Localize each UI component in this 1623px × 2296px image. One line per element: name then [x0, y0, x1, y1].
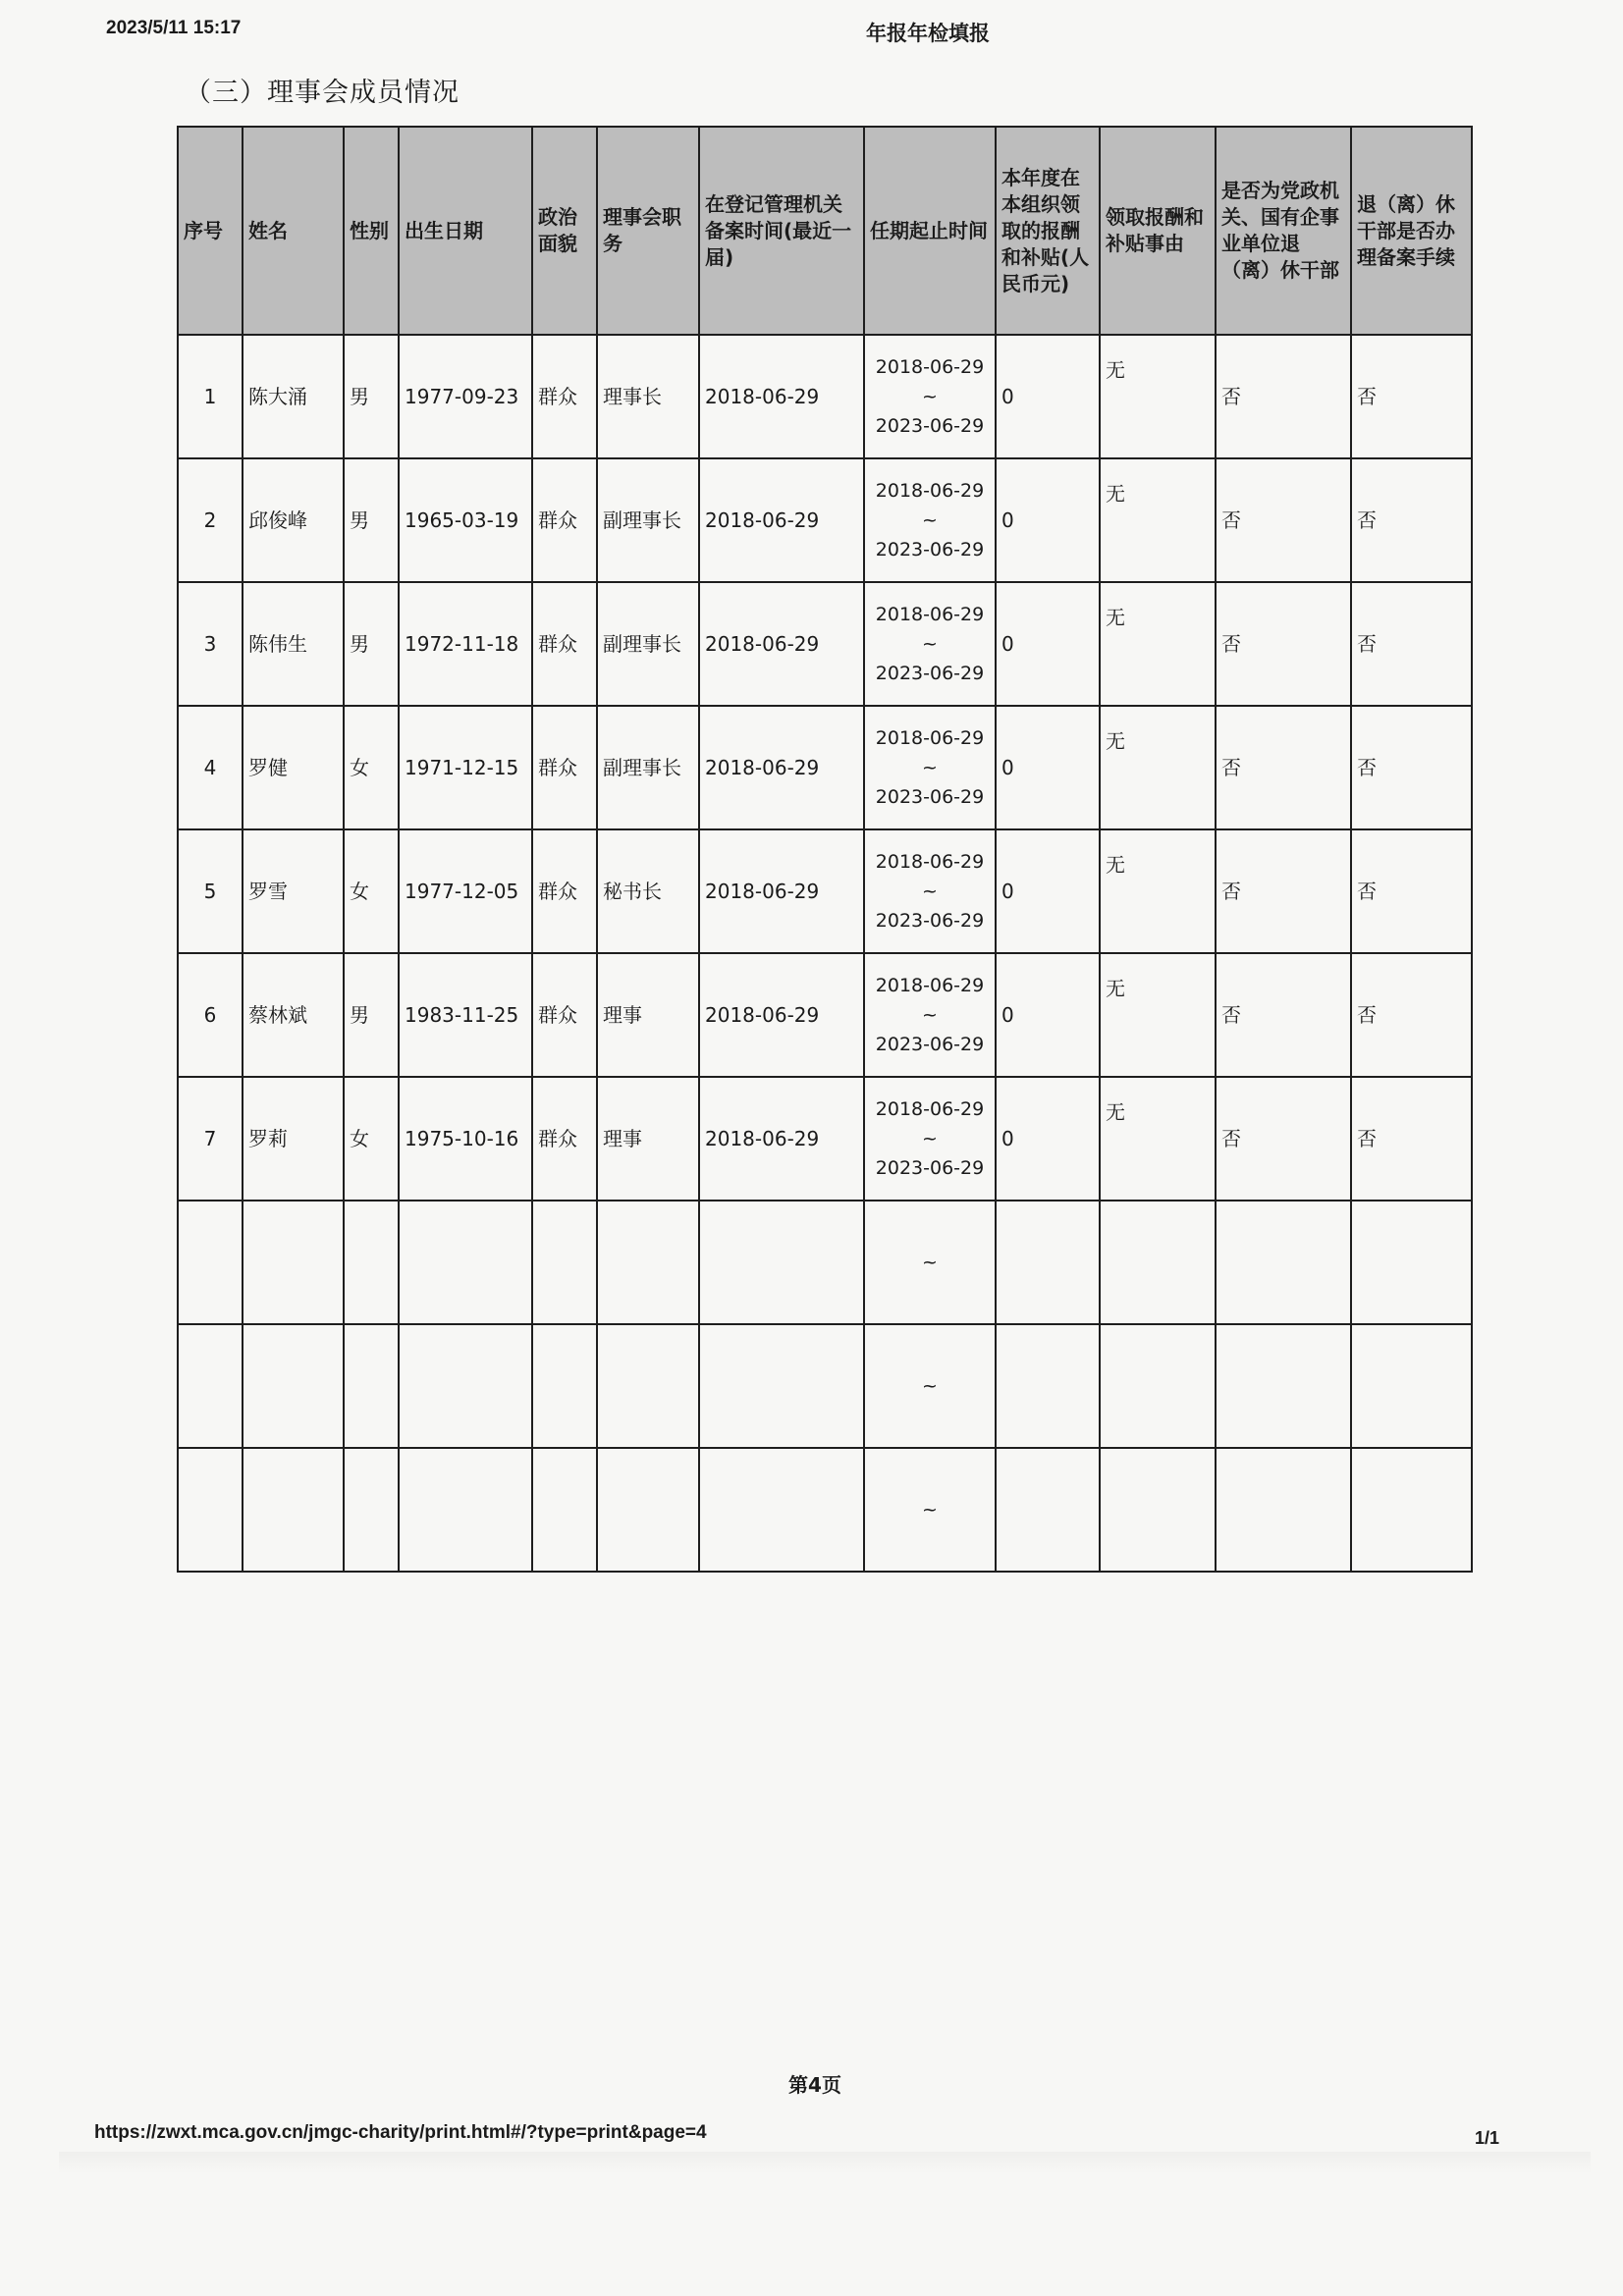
cell-name: 罗雪	[243, 829, 344, 953]
cell-term	[864, 335, 996, 458]
cell-birth-date: 1977-12-05	[399, 829, 532, 953]
term-end: 2023-06-29	[875, 786, 985, 808]
page-url: https://zwxt.mca.gov.cn/jmgc-charity/print.html#/?type=print&page=4	[94, 2122, 707, 2143]
cell-birth-date: 1971-12-15	[399, 706, 532, 829]
scan-shadow	[59, 2152, 1591, 2173]
cell-filing-date: 2018-06-29	[699, 335, 864, 458]
cell-term	[864, 953, 996, 1077]
cell-seq: 6	[178, 953, 243, 1077]
cell-gender	[344, 1201, 399, 1324]
cell-political-status	[532, 1324, 597, 1448]
cell-name	[243, 1201, 344, 1324]
cell-remuneration-reason	[1100, 1448, 1216, 1572]
document-title: 年报年检填报	[866, 22, 990, 45]
header-cell: 序号	[178, 127, 243, 335]
cell-remuneration-reason: 无	[1100, 706, 1216, 829]
cell-board-position: 秘书长	[597, 829, 699, 953]
cell-political-status: 群众	[532, 706, 597, 829]
cell-retired-cadre: 否	[1216, 706, 1351, 829]
cell-seq: 5	[178, 829, 243, 953]
table-header-row	[178, 127, 1472, 335]
cell-retired-filed	[1351, 1448, 1472, 1572]
cell-retired-filed: 否	[1351, 829, 1472, 953]
cell-remuneration: 0	[996, 335, 1100, 458]
cell-remuneration-reason: 无	[1100, 335, 1216, 458]
table-row	[178, 582, 1472, 706]
cell-political-status: 群众	[532, 829, 597, 953]
table-row	[178, 335, 1472, 458]
header-cell: 政治面貌	[532, 127, 597, 335]
cell-term	[864, 1448, 996, 1572]
table-row	[178, 1324, 1472, 1448]
cell-term	[864, 582, 996, 706]
cell-remuneration-reason: 无	[1100, 1077, 1216, 1201]
cell-remuneration-reason	[1100, 1324, 1216, 1448]
cell-political-status: 群众	[532, 582, 597, 706]
cell-remuneration-reason: 无	[1100, 582, 1216, 706]
cell-seq: 7	[178, 1077, 243, 1201]
table-row	[178, 953, 1472, 1077]
cell-gender: 女	[344, 706, 399, 829]
cell-retired-cadre: 否	[1216, 953, 1351, 1077]
page-count: 1/1	[1475, 2128, 1500, 2148]
header-cell: 领取报酬和补贴事由	[1100, 127, 1216, 335]
cell-seq	[178, 1201, 243, 1324]
cell-board-position	[597, 1201, 699, 1324]
header-cell: 性别	[344, 127, 399, 335]
cell-seq	[178, 1324, 243, 1448]
table-body	[178, 335, 1472, 1572]
cell-remuneration: 0	[996, 458, 1100, 582]
cell-board-position: 理事	[597, 953, 699, 1077]
cell-retired-cadre	[1216, 1448, 1351, 1572]
cell-remuneration: 0	[996, 706, 1100, 829]
cell-retired-filed: 否	[1351, 458, 1472, 582]
cell-seq: 1	[178, 335, 243, 458]
table-row	[178, 829, 1472, 953]
cell-political-status: 群众	[532, 335, 597, 458]
cell-filing-date: 2018-06-29	[699, 953, 864, 1077]
print-timestamp: 2023/5/11 15:17	[106, 18, 242, 38]
cell-filing-date: 2018-06-29	[699, 458, 864, 582]
cell-name	[243, 1324, 344, 1448]
cell-seq: 4	[178, 706, 243, 829]
cell-political-status: 群众	[532, 458, 597, 582]
table-row	[178, 1448, 1472, 1572]
cell-name: 罗健	[243, 706, 344, 829]
cell-remuneration	[996, 1201, 1100, 1324]
table-row	[178, 1201, 1472, 1324]
term-separator: ~	[922, 509, 938, 531]
header-cell: 任期起止时间	[864, 127, 996, 335]
term-start: 2018-06-29	[875, 851, 985, 873]
table-row	[178, 1077, 1472, 1201]
cell-gender: 女	[344, 829, 399, 953]
cell-filing-date: 2018-06-29	[699, 829, 864, 953]
cell-name: 陈大涌	[243, 335, 344, 458]
cell-board-position: 理事长	[597, 335, 699, 458]
cell-birth-date: 1975-10-16	[399, 1077, 532, 1201]
cell-remuneration: 0	[996, 829, 1100, 953]
term-start: 2018-06-29	[875, 356, 985, 378]
header-cell: 退（离）休干部是否办理备案手续	[1351, 127, 1472, 335]
cell-gender: 女	[344, 1077, 399, 1201]
cell-remuneration-reason: 无	[1100, 829, 1216, 953]
cell-retired-cadre: 否	[1216, 335, 1351, 458]
cell-birth-date: 1972-11-18	[399, 582, 532, 706]
cell-name: 邱俊峰	[243, 458, 344, 582]
cell-seq	[178, 1448, 243, 1572]
term-start: 2018-06-29	[875, 1098, 985, 1120]
header-cell: 出生日期	[399, 127, 532, 335]
cell-name: 陈伟生	[243, 582, 344, 706]
cell-gender	[344, 1324, 399, 1448]
table-row	[178, 706, 1472, 829]
header-cell: 本年度在本组织领取的报酬和补贴(人民币元)	[996, 127, 1100, 335]
cell-filing-date: 2018-06-29	[699, 582, 864, 706]
term-start: 2018-06-29	[875, 975, 985, 996]
cell-name	[243, 1448, 344, 1572]
header-cell: 是否为党政机关、国有企事业单位退（离）休干部	[1216, 127, 1351, 335]
term-separator: ~	[922, 386, 938, 407]
cell-filing-date	[699, 1324, 864, 1448]
cell-retired-filed: 否	[1351, 335, 1472, 458]
cell-seq: 3	[178, 582, 243, 706]
cell-remuneration: 0	[996, 953, 1100, 1077]
cell-retired-filed	[1351, 1201, 1472, 1324]
header-cell: 理事会职务	[597, 127, 699, 335]
section-heading: （三）理事会成员情况	[185, 78, 460, 108]
cell-retired-filed: 否	[1351, 953, 1472, 1077]
cell-gender: 男	[344, 335, 399, 458]
cell-gender: 男	[344, 953, 399, 1077]
term-end: 2023-06-29	[875, 415, 985, 437]
cell-filing-date	[699, 1448, 864, 1572]
cell-remuneration: 0	[996, 1077, 1100, 1201]
cell-gender	[344, 1448, 399, 1572]
term-end: 2023-06-29	[875, 1157, 985, 1179]
cell-political-status	[532, 1448, 597, 1572]
term-separator: ~	[922, 757, 938, 778]
header-cell: 姓名	[243, 127, 344, 335]
term-start: 2018-06-29	[875, 727, 985, 749]
cell-retired-cadre: 否	[1216, 1077, 1351, 1201]
cell-remuneration: 0	[996, 582, 1100, 706]
cell-retired-cadre	[1216, 1324, 1351, 1448]
cell-remuneration-reason	[1100, 1201, 1216, 1324]
cell-birth-date: 1965-03-19	[399, 458, 532, 582]
cell-retired-cadre	[1216, 1201, 1351, 1324]
cell-political-status: 群众	[532, 1077, 597, 1201]
term-start: 2018-06-29	[875, 480, 985, 502]
cell-board-position: 副理事长	[597, 706, 699, 829]
term-start: 2018-06-29	[875, 604, 985, 625]
cell-filing-date	[699, 1201, 864, 1324]
board-members-table	[177, 126, 1473, 1573]
cell-retired-filed: 否	[1351, 582, 1472, 706]
cell-birth-date	[399, 1448, 532, 1572]
cell-board-position: 副理事长	[597, 582, 699, 706]
term-separator: ~	[922, 881, 938, 902]
cell-retired-cadre: 否	[1216, 582, 1351, 706]
term-separator: ~	[922, 1499, 938, 1521]
table-row	[178, 458, 1472, 582]
cell-name: 蔡林斌	[243, 953, 344, 1077]
cell-filing-date: 2018-06-29	[699, 706, 864, 829]
cell-political-status: 群众	[532, 953, 597, 1077]
cell-gender: 男	[344, 458, 399, 582]
term-end: 2023-06-29	[875, 910, 985, 932]
cell-retired-filed: 否	[1351, 706, 1472, 829]
cell-term	[864, 1077, 996, 1201]
term-separator: ~	[922, 1004, 938, 1026]
cell-remuneration	[996, 1324, 1100, 1448]
cell-retired-filed: 否	[1351, 1077, 1472, 1201]
cell-remuneration-reason: 无	[1100, 458, 1216, 582]
term-separator: ~	[922, 1375, 938, 1397]
cell-board-position	[597, 1448, 699, 1572]
cell-political-status	[532, 1201, 597, 1324]
term-separator: ~	[922, 1252, 938, 1273]
cell-birth-date: 1977-09-23	[399, 335, 532, 458]
cell-filing-date: 2018-06-29	[699, 1077, 864, 1201]
cell-term	[864, 458, 996, 582]
cell-term	[864, 829, 996, 953]
term-end: 2023-06-29	[875, 539, 985, 561]
page-number: 第4页	[788, 2073, 841, 2097]
cell-remuneration	[996, 1448, 1100, 1572]
cell-term	[864, 1324, 996, 1448]
cell-retired-cadre: 否	[1216, 458, 1351, 582]
cell-term	[864, 1201, 996, 1324]
term-end: 2023-06-29	[875, 663, 985, 684]
term-separator: ~	[922, 1128, 938, 1149]
cell-name: 罗莉	[243, 1077, 344, 1201]
cell-birth-date	[399, 1201, 532, 1324]
term-separator: ~	[922, 633, 938, 655]
cell-board-position	[597, 1324, 699, 1448]
cell-retired-filed	[1351, 1324, 1472, 1448]
cell-seq: 2	[178, 458, 243, 582]
term-end: 2023-06-29	[875, 1034, 985, 1055]
cell-birth-date: 1983-11-25	[399, 953, 532, 1077]
cell-remuneration-reason: 无	[1100, 953, 1216, 1077]
header-cell: 在登记管理机关备案时间(最近一届)	[699, 127, 864, 335]
cell-birth-date	[399, 1324, 532, 1448]
cell-board-position: 理事	[597, 1077, 699, 1201]
cell-gender: 男	[344, 582, 399, 706]
cell-term	[864, 706, 996, 829]
cell-retired-cadre: 否	[1216, 829, 1351, 953]
cell-board-position: 副理事长	[597, 458, 699, 582]
